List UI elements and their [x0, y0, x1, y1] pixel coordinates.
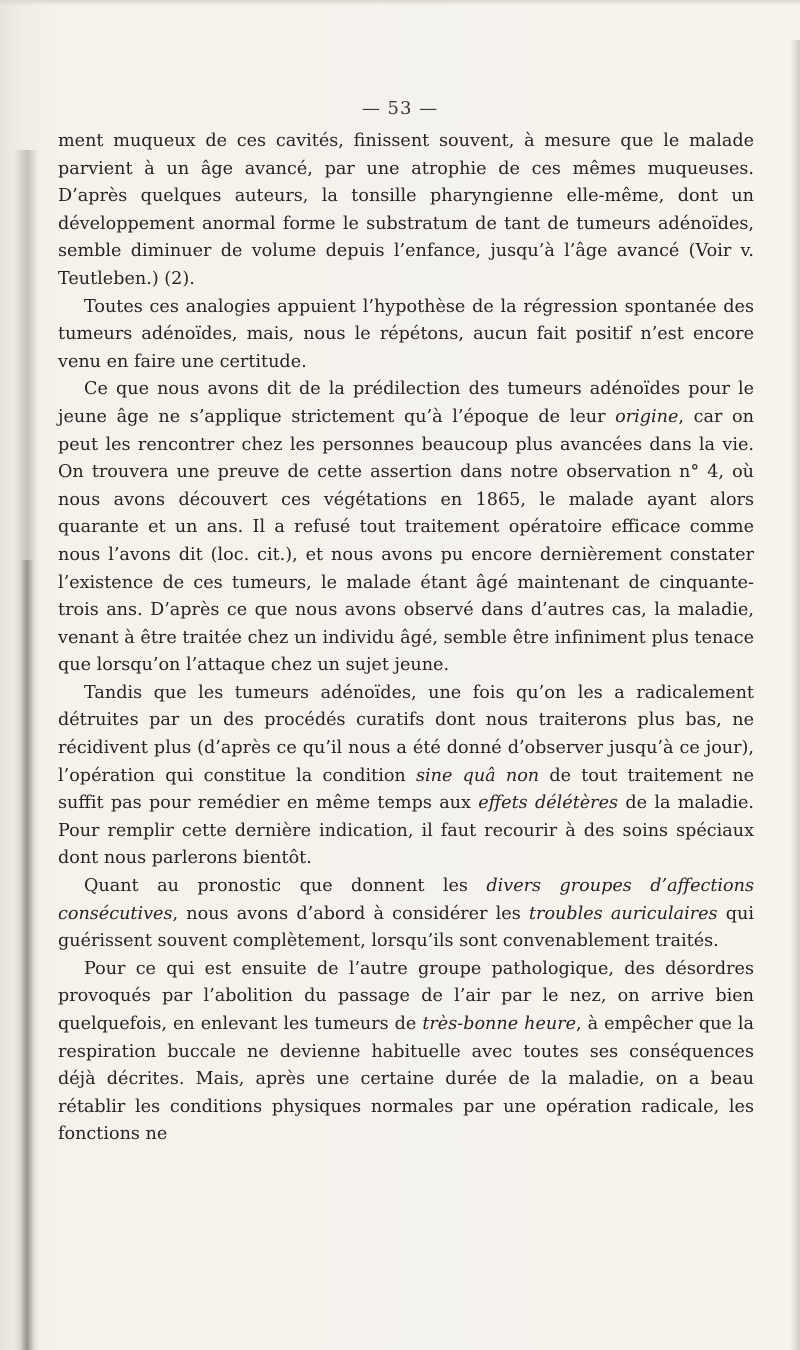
paragraph-1 [58, 128, 754, 294]
text-run: de la maladie. Pour remplir cette dernière indication, il faut recourir à des soins spéciaux dont nous parlerons bientôt. [58, 793, 754, 869]
text-run: , à empêcher que la respiration buccale ne devienne habituelle avec toutes ses conséquences déjà décrites. Mais, après une certaine durée de la maladie, on a beau rétablir les conditions physiques normales par une opération radicale, les fonctions ne [58, 1014, 754, 1145]
text-run: de tout traitement ne suffit pas pour remédier en même temps aux [58, 765, 754, 814]
binding-shadow-dark [20, 560, 34, 1350]
text-run: Quant au pronostic que donnent les [84, 876, 487, 897]
page-right-edge [790, 40, 800, 1350]
italic-phrase: très-bonne heure [422, 1014, 577, 1034]
paragraph-3 [58, 376, 754, 680]
text-run: Toutes ces analogies appuient l’hypothèse de la régression spontanée des tumeurs adénoïdes, mais, nous le répétons, aucun fait positif n’est encore venu en faire une certitude. [58, 296, 754, 372]
paragraph-4 [58, 680, 754, 873]
italic-phrase: effets délétères [478, 793, 619, 814]
italic-phrase: sine quâ non [415, 765, 540, 786]
italic-phrase: divers groupes d’affections consécutives [58, 876, 754, 924]
body-text [58, 128, 754, 1149]
text-run: , nous avons d’abord à considérer les [172, 903, 529, 924]
text-run: qui guérissent souvent complètement, lorsqu’ils sont convenablement traités. [58, 903, 754, 952]
paragraph-6 [58, 956, 754, 1149]
text-run: Pour ce qui est ensuite de l’autre groupe pathologique, des désordres provoqués par l’abolition du passage de l’air par le nez, on arrive bien quelquefois, en enlevant les tumeurs de [58, 958, 754, 1034]
text-run: ment muqueux de ces cavités, finissent souvent, à mesure que le malade parvient à un âge avancé, par une atrophie de ces mêmes muqueuses. D’après quelques auteurs, la tonsille pharyngienne elle-même, dont un développement anormal forme le substratum de tant de tumeurs adénoïdes, semble diminuer de volume depuis l’enfance, jusqu’à l’âge avancé (Voir v. Teutleben.) (2). [58, 131, 754, 289]
page-top-edge [0, 0, 800, 6]
text-run: , car on peut les rencontrer chez les personnes beaucoup plus avancées dans la vie. On trouvera une preuve de cette assertion dans notre observation n° 4, où nous avons découvert ces végétations en 1865, le malade ayant alors quarante et un ans. Il a refusé tout traitement opératoire efficace comme nous l’avons dit (loc. cit.), et nous avons pu encore dernièrement constater l’existence de ces tumeurs, le malade étant âgé maintenant de cinquante-trois ans. D’après ce que nous avons observé dans d’autres cas, la maladie, venant à être traitée chez un individu âgé, semble être infiniment plus tenace que lorsqu’on l’attaque chez un sujet jeune. [58, 406, 754, 676]
text-run: Ce que nous avons dit de la prédilection des tumeurs adénoïdes pour le jeune âge ne s’applique strictement qu’à l’époque de leur [58, 379, 754, 427]
italic-phrase: origine [615, 406, 679, 427]
page-number: — 53 — [361, 98, 439, 119]
paragraph-5 [58, 873, 754, 956]
paragraph-2 [58, 294, 754, 377]
text-run: Tandis que les tumeurs adénoïdes, une fois qu’on les a radicalement détruites par un des procédés curatifs dont nous traiterons plus bas, ne récidivent plus (d’après ce qu’il nous a été donné d’observer jusqu’à ce jour), l’opération qui constitue la condition [58, 682, 754, 786]
italic-phrase: troubles auriculaires [528, 903, 718, 924]
